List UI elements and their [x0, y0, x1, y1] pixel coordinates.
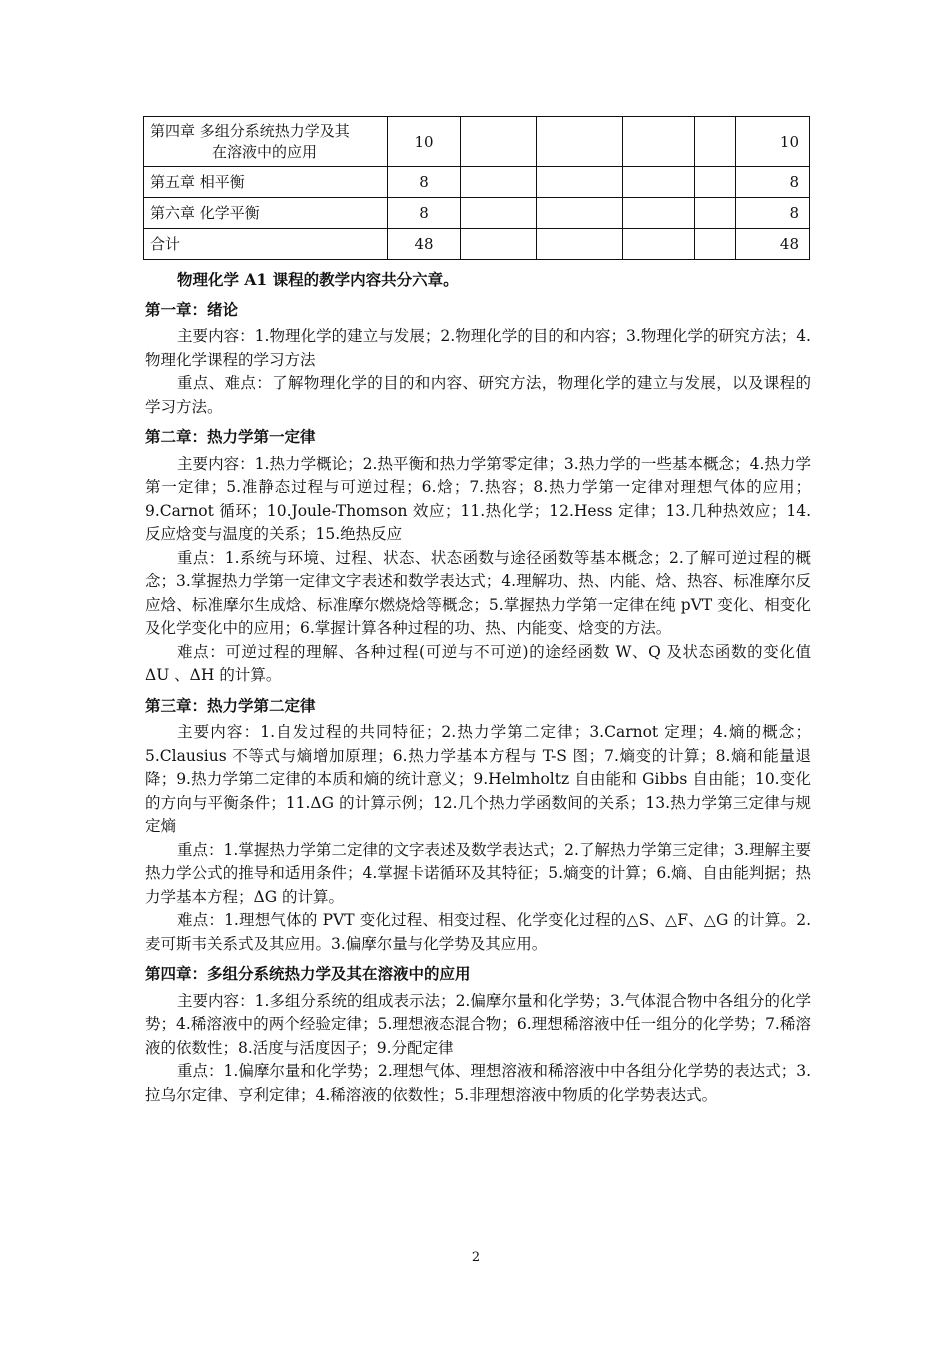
chapter-section — [145, 425, 811, 688]
total-cell: 48 — [736, 229, 810, 260]
course-hours-table — [143, 116, 810, 260]
paragraph: 重点：1.偏摩尔量和化学势；2.理想气体、理想溶液和稀溶液中中各组分化学势的表达式；3.拉乌尔定律、亨利定律；4.稀溶液的依数性；5.非理想溶液中物质的化学势表达式。 — [145, 1062, 811, 1104]
table-row — [144, 117, 810, 167]
chapter-heading: 第三章：热力学第二定律 — [145, 695, 316, 715]
hours-cell: 10 — [388, 117, 461, 167]
chapter-cell: 第四章 多组分系统热力学及其 在溶液中的应用 — [144, 117, 388, 167]
paragraph: 主要内容：1.物理化学的建立与发展；2.物理化学的目的和内容；3.物理化学的研究方法；4.物理化学课程的学习方法 — [145, 327, 811, 369]
total-cell: 10 — [736, 117, 810, 167]
paragraph: 难点：1.理想气体的 PVT 变化过程、相变过程、化学变化过程的△S、△F、△G 的计算。2.麦可斯韦关系式及其应用。3.偏摩尔量与化学势及其应用。 — [145, 911, 811, 953]
total-cell: 8 — [736, 167, 810, 198]
course-content — [145, 268, 811, 1107]
hours-cell: 48 — [388, 229, 461, 260]
chapter-cell: 第五章 相平衡 — [144, 167, 388, 198]
hours-cell: 8 — [388, 198, 461, 229]
paragraph: 主要内容：1.自发过程的共同特征；2.热力学第二定律；3.Carnot 定理；4.熵的概念；5.Clausius 不等式与熵增加原理；6.热力学基本方程与 T-S 图；7.熵变的计算；8.熵和能量退降；9.热力学第二定律的本质和熵的统计意义；9.Helmholtz 自由能和 Gibbs 自由能；10.变化的方向与平衡条件；11.ΔG 的计算示例；12.几个热力学函数间的关系；13.热力学第三定律与规定熵 — [145, 723, 811, 835]
table-row — [144, 167, 810, 198]
total-label-cell: 合计 — [144, 229, 388, 260]
paragraph: 主要内容：1.热力学概论；2.热平衡和热力学第零定律；3.热力学的一些基本概念；4.热力学第一定律；5.准静态过程与可逆过程；6.焓；7.热容；8.热力学第一定律对理想气体的应用；9.Carnot 循环；10.Joule-Thomson 效应；11.热化学；12.Hess 定律；13.几种热效应；14.反应焓变与温度的关系；15.绝热反应 — [145, 454, 811, 543]
table-row — [144, 229, 810, 260]
paragraph: 重点、难点：了解物理化学的目的和内容、研究方法，物理化学的建立与发展，以及课程的学习方法。 — [145, 374, 811, 416]
chapter-section — [145, 298, 811, 420]
chapter-section — [145, 694, 811, 957]
table-row — [144, 198, 810, 229]
page-number: 2 — [471, 1250, 481, 1265]
chapter-section — [145, 962, 811, 1107]
paragraph: 重点：1.系统与环境、过程、状态、状态函数与途径函数等基本概念；2.了解可逆过程的概念；3.掌握热力学第一定律文字表述和数学表达式；4.理解功、热、内能、焓、热容、标准摩尔反应焓、标准摩尔生成焓、标准摩尔燃烧焓等概念；5.掌握热力学第一定律在纯 pVT 变化、相变化及化学变化中的应用；6.掌握计算各种过程的功、热、内能变、焓变的方法。 — [145, 548, 811, 637]
chapter-heading: 第二章：热力学第一定律 — [145, 427, 316, 446]
paragraph: 主要内容：1.多组分系统的组成表示法；2.偏摩尔量和化学势；3.气体混合物中各组分的化学势；4.稀溶液中的两个经验定律；5.理想液态混合物；6.理想稀溶液中任一组分的化学势；7.稀溶液的依数性；8.活度与活度因子；9.分配定律 — [145, 991, 811, 1057]
total-cell: 8 — [736, 198, 810, 229]
paragraph: 重点：1.掌握热力学第二定律的文字表述及数学表达式；2.了解热力学第三定律；3.理解主要热力学公式的推导和适用条件；4.掌握卡诺循环及其特征；5.熵变的计算；6.熵、自由能判据；热力学基本方程；ΔG 的计算。 — [145, 840, 811, 906]
hours-cell: 8 — [388, 167, 461, 198]
intro-text: 物理化学 A1 课程的教学内容共分六章。 — [177, 270, 459, 289]
chapter-heading: 第四章：多组分系统热力学及其在溶液中的应用 — [145, 964, 471, 983]
chapter-heading: 第一章：绪论 — [145, 299, 239, 319]
paragraph: 难点：可逆过程的理解、各种过程(可逆与不可逆)的途经函数 W、Q 及状态函数的变化值 ΔU 、ΔH 的计算。 — [145, 642, 811, 684]
chapter-cell: 第六章 化学平衡 — [144, 198, 388, 229]
